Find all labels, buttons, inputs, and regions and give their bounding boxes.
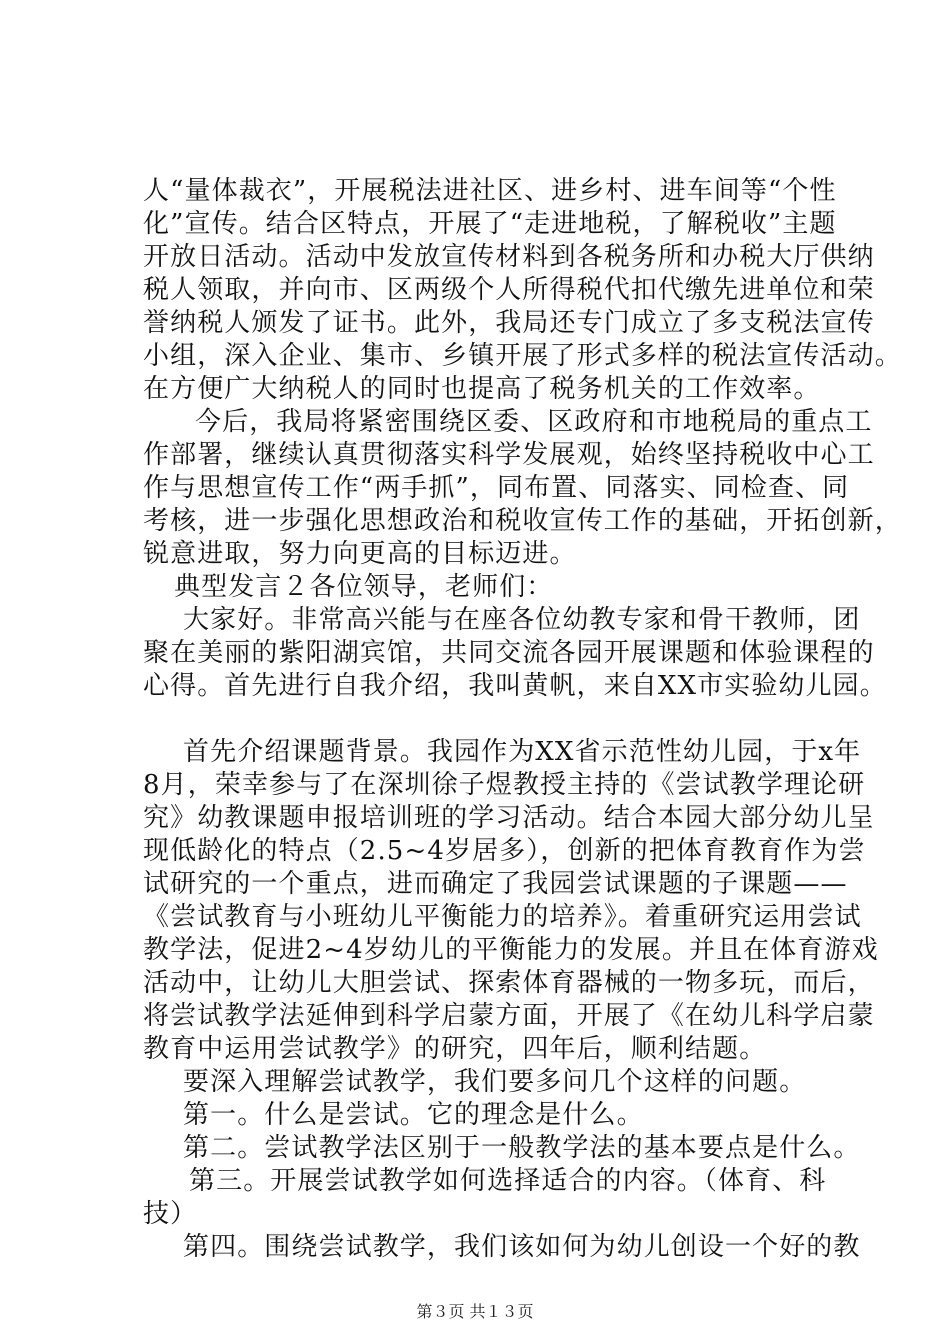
text-line: 首先介绍课题背景。我园作为XX省示范性幼儿园，于x年 <box>183 737 862 767</box>
text-line: 要深入理解尝试教学，我们要多问几个这样的问题。 <box>183 1067 807 1097</box>
page-number-footer: 第３页 共１３页 <box>416 1302 534 1321</box>
text-line: 8月，荣幸参与了在深圳徐子煜教授主持的《尝试教学理论研 <box>143 770 866 800</box>
text-line: 税人领取，并向市、区两级个人所得税代扣代缴先进单位和荣 <box>143 275 875 305</box>
text-line: 开放日活动。活动中发放宣传材料到各税务所和办税大厅供纳 <box>143 242 875 272</box>
text-line: 教学法，促进2~4岁幼儿的平衡能力的发展。并且在体育游戏 <box>143 935 879 965</box>
text-line: 在方便广大纳税人的同时也提高了税务机关的工作效率。 <box>143 374 821 404</box>
text-line: 考核，进一步强化思想政治和税收宣传工作的基础，开拓创新， <box>143 506 902 536</box>
text-line: 试研究的一个重点，进而确定了我园尝试课题的子课题—— <box>143 869 848 899</box>
text-line: 典型发言２各位领导，老师们： <box>174 572 554 602</box>
text-line: 将尝试教学法延伸到科学启蒙方面，开展了《在幼儿科学启蒙 <box>143 1001 875 1031</box>
text-line: 作与思想宣传工作“两手抓”，同布置、同落实、同检查、同 <box>143 473 850 503</box>
text-line: 化”宣传。结合区特点，开展了“走进地税，了解税收”主题 <box>143 209 837 239</box>
text-line: 第四。围绕尝试教学，我们该如何为幼儿创设一个好的教 <box>183 1232 861 1262</box>
text-line: 大家好。非常高兴能与在座各位幼教专家和骨干教师，团 <box>183 605 861 635</box>
text-line: 第二。尝试教学法区别于一般教学法的基本要点是什么。 <box>183 1133 861 1163</box>
text-line: 今后，我局将紧密围绕区委、区政府和市地税局的重点工 <box>195 407 873 437</box>
text-line: 第三。开展尝试教学如何选择适合的内容。（体育、科 <box>189 1166 827 1196</box>
text-line: 作部署，继续认真贯彻落实科学发展观，始终坚持税收中心工 <box>143 440 875 470</box>
text-line: 心得。首先进行自我介绍，我叫黄帆，来自XX市实验幼儿园。 <box>143 671 887 701</box>
text-line: 聚在美丽的紫阳湖宾馆，共同交流各园开展课题和体验课程的 <box>143 638 875 668</box>
text-line: 《尝试教育与小班幼儿平衡能力的培养》。着重研究运用尝试 <box>143 902 862 932</box>
text-line: 人“量体裁衣”，开展税法进社区、进乡村、进车间等“个性 <box>143 176 837 206</box>
text-line: 究》幼教课题申报培训班的学习活动。结合本园大部分幼儿呈 <box>143 803 875 833</box>
text-line: 第一。什么是尝试。它的理念是什么。 <box>183 1100 644 1130</box>
text-line: 活动中，让幼儿大胆尝试、探索体育器械的一物多玩，而后， <box>143 968 875 998</box>
text-line: 教育中运用尝试教学》的研究，四年后，顺利结题。 <box>143 1034 767 1064</box>
text-line: 现低龄化的特点（2.5~4岁居多），创新的把体育教育作为尝 <box>143 836 866 866</box>
text-line: 锐意进取，努力向更高的目标迈进。 <box>143 539 577 569</box>
text-line: 小组，深入企业、集市、乡镇开展了形式多样的税法宣传活动。 <box>143 341 902 371</box>
text-line: 誉纳税人颁发了证书。此外，我局还专门成立了多支税法宣传 <box>143 308 875 338</box>
text-line: 技） <box>143 1199 198 1229</box>
